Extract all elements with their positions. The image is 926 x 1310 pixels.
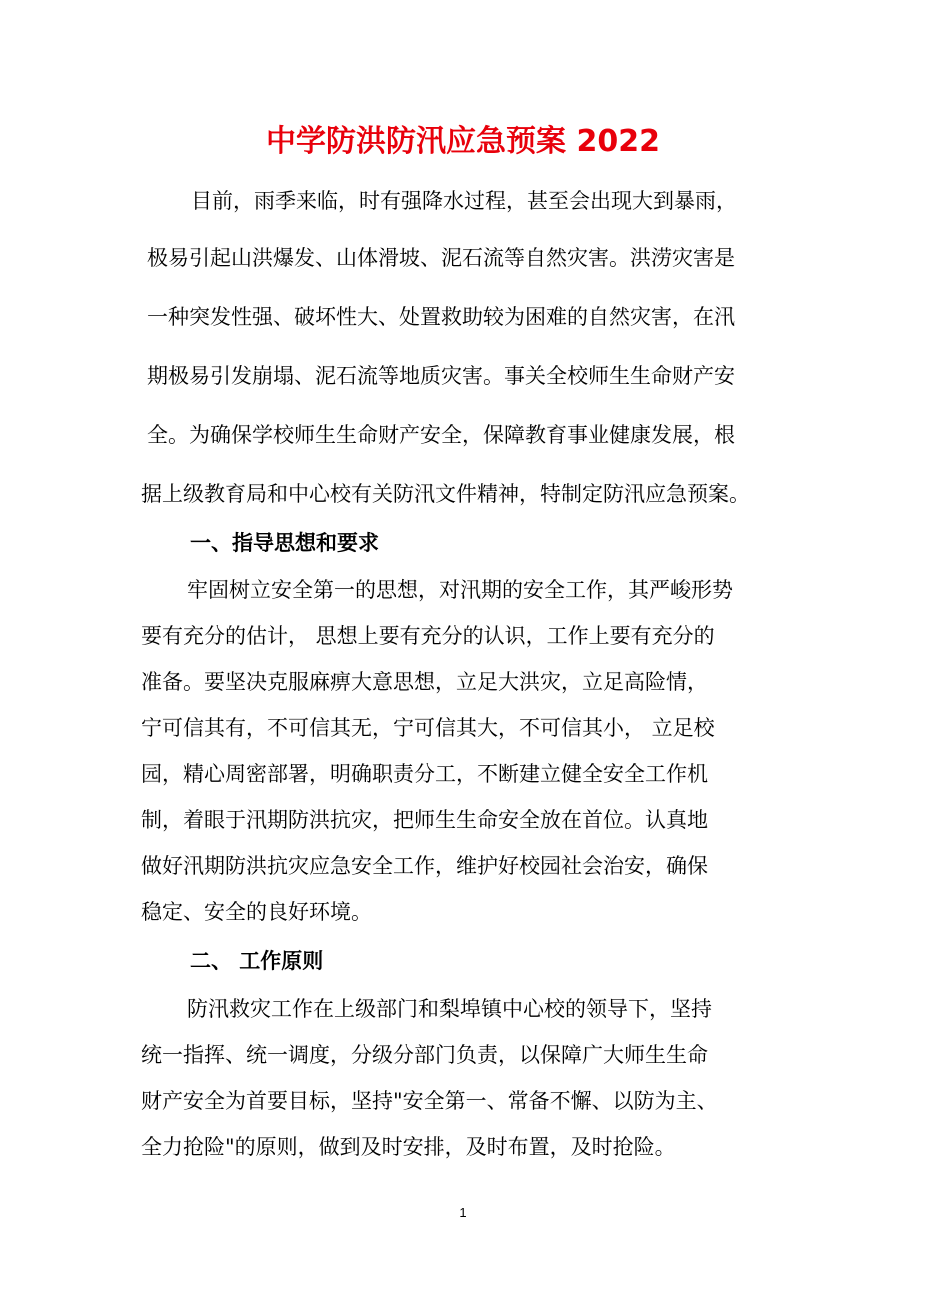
paragraph-line: 期极易引发崩塌、泥石流等地质灾害。事关全校师生生命财产安 [147,364,735,388]
paragraph-line: 要有充分的估计， 思想上要有充分的认识，工作上要有充分的 [141,624,715,648]
section-heading: 一、指导思想和要求 [190,531,379,555]
paragraph-line: 全。为确保学校师生生命财产安全，保障教育事业健康发展，根 [147,423,735,447]
document-title: 中学防洪防汛应急预案 2022 [266,124,660,159]
paragraph-line: 稳定、安全的良好环境。 [141,900,372,924]
paragraph-line: 园，精心周密部署，明确职责分工，不断建立健全安全工作机 [141,762,708,786]
paragraph-line: 准备。要坚决克服麻痹大意思想，立足大洪灾，立足高险情， [141,670,708,694]
paragraph-line: 据上级教育局和中心校有关防汛文件精神，特制定防汛应急预案。 [141,482,750,506]
paragraph-line: 制，着眼于汛期防洪抗灾，把师生生命安全放在首位。认真地 [141,808,708,832]
paragraph-line: 统一指挥、统一调度，分级分部门负责，以保障广大师生生命 [141,1043,708,1067]
paragraph-line: 极易引起山洪爆发、山体滑坡、泥石流等自然灾害。洪涝灾害是 [147,246,735,270]
paragraph-line: 全力抢险"的原则，做到及时安排，及时布置，及时抢险。 [141,1135,676,1159]
paragraph-line: 防汛救灾工作在上级部门和梨埠镇中心校的领导下，坚持 [187,997,712,1021]
paragraph-line: 财产安全为首要目标，坚持"安全第一、常备不懈、以防为主、 [141,1089,718,1113]
section-heading: 二、 工作原则 [190,949,324,973]
paragraph-line: 一种突发性强、破坏性大、处置救助较为困难的自然灾害，在汛 [147,305,735,329]
paragraph-line: 牢固树立安全第一的思想，对汛期的安全工作，其严峻形势 [187,578,733,602]
paragraph-line: 宁可信其有，不可信其无，宁可信其大，不可信其小， 立足校 [141,716,715,740]
page-number: 1 [459,1205,467,1220]
paragraph-line: 目前，雨季来临，时有强降水过程，甚至会出现大到暴雨， [191,189,737,213]
paragraph-line: 做好汛期防洪抗灾应急安全工作，维护好校园社会治安，确保 [141,854,708,878]
